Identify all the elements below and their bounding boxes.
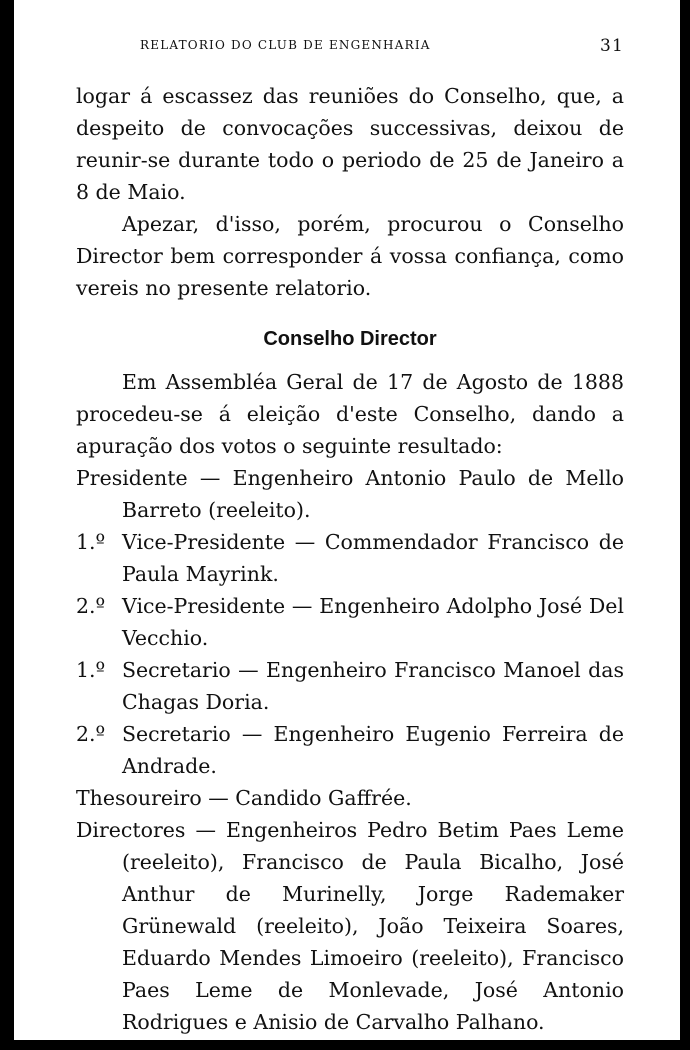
entry-number: 2.º — [76, 594, 106, 618]
running-title: RELATORIO DO CLUB DE ENGENHARIA — [140, 38, 431, 52]
entry-text: Thesoureiro — Candido Gaffrée. — [76, 786, 412, 810]
right-border — [680, 0, 690, 1050]
paragraph-assemblea: Em Assembléa Geral de 17 de Agosto de 1888 procedeu-se á eleição d'este Conselho, dando a apuração dos votos o seguinte resultado: — [76, 370, 624, 458]
list-item — [76, 782, 624, 814]
section-heading: Conselho Director — [263, 328, 437, 350]
page-header — [76, 34, 624, 58]
list-item — [76, 526, 624, 590]
list-item — [76, 462, 624, 526]
election-list — [76, 462, 624, 1038]
entry-text: Secretario — Engenheiro Eugenio Ferreira de Andrade. — [122, 722, 624, 778]
paragraph-continuation: logar á escassez das reuniões do Conselho, que, a despeito de convocações successivas, deixou de reunir-se durante todo o periodo de 25 de Janeiro a 8 de Maio. — [76, 84, 624, 204]
list-item — [76, 718, 624, 782]
entry-number: 2.º — [76, 722, 106, 746]
list-item — [76, 814, 624, 1038]
entry-text: Directores — Engenheiros Pedro Betim Paes Leme (reeleito), Francisco de Paula Bicalho, José Anthur de Murinelly, Jorge Rademaker Grünewald (reeleito), João Teixeira Soares, Eduardo Mendes Limoeiro (reeleito), Francisco Paes Leme de Monlevade, José Antonio Rodrigues e Anisio de Carvalho Palhano. — [76, 818, 624, 1034]
entry-number: 1.º — [76, 530, 106, 554]
entry-text: Secretario — Engenheiro Francisco Manoel das Chagas Doria. — [122, 658, 624, 714]
list-item — [76, 590, 624, 654]
entry-number: 1.º — [76, 658, 106, 682]
list-item — [76, 654, 624, 718]
entry-text: Vice-Presidente — Engenheiro Adolpho José Del Vecchio. — [122, 594, 624, 650]
left-border — [0, 0, 14, 1050]
bottom-border — [0, 1040, 690, 1050]
entry-text: Vice-Presidente — Commendador Francisco de Paula Mayrink. — [122, 530, 624, 586]
entry-text: Presidente — Engenheiro Antonio Paulo de Mello Barreto (reeleito). — [76, 466, 624, 522]
paragraph-apezar: Apezar, d'isso, porém, procurou o Conselho Director bem corresponder á vossa confiança, como vereis no presente relatorio. — [76, 212, 624, 300]
page-number: 31 — [599, 36, 624, 56]
page-body — [76, 80, 624, 1038]
